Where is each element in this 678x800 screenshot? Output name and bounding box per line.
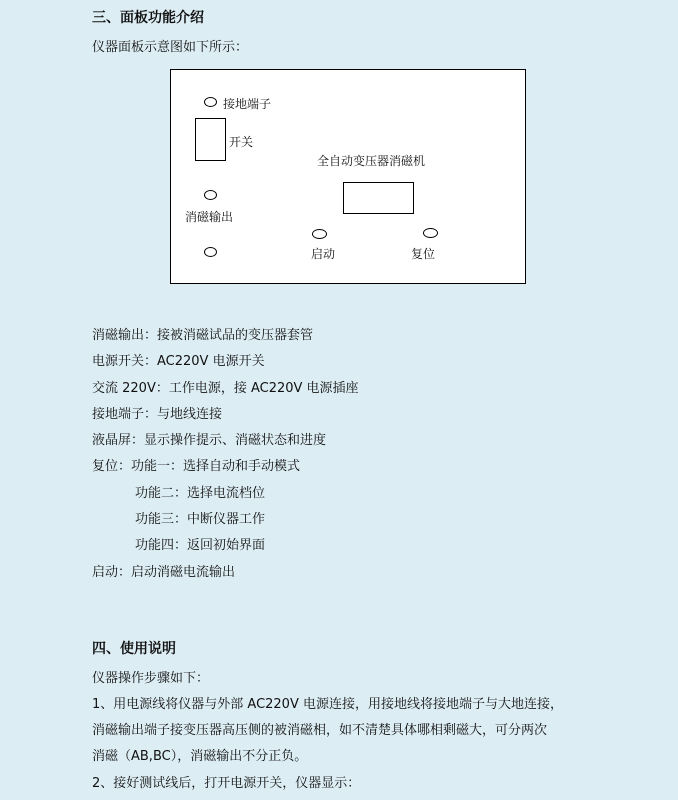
- ground-terminal-label: 接地端子: [223, 97, 272, 111]
- lcd-screen-rect: [343, 182, 414, 214]
- desc-reset-f3: 功能三：中断仪器工作: [135, 512, 266, 527]
- start-button-circle: [312, 229, 327, 239]
- section-3-title: 三、面板功能介绍: [92, 10, 204, 26]
- desc-reset-f1: 复位：功能一：选择自动和手动模式: [92, 459, 301, 474]
- ac-input-circle: [204, 247, 217, 257]
- ground-terminal-circle: [204, 97, 217, 107]
- power-switch-label: 开关: [229, 135, 254, 149]
- section-4-title: 四、使用说明: [92, 641, 176, 657]
- section-3-intro: 仪器面板示意图如下所示：: [92, 40, 249, 55]
- step-1-line-2: 消磁输出端子接变压器高压侧的被消磁相，如不清楚具体哪相剩磁大，可分两次: [92, 723, 548, 738]
- reset-label: 复位: [411, 247, 436, 261]
- desc-demag-output: 消磁输出：接被消磁试品的变压器套管: [92, 328, 314, 343]
- step-1-line-3: 消磁（AB,BC），消磁输出不分正负。: [92, 749, 308, 764]
- desc-reset-f2: 功能二：选择电流档位: [135, 486, 266, 501]
- reset-button-circle: [423, 228, 438, 238]
- start-label: 启动: [311, 247, 336, 261]
- demag-output-label: 消磁输出: [185, 210, 234, 224]
- step-2: 2、接好测试线后，打开电源开关，仪器显示：: [92, 776, 361, 791]
- demag-output-circle: [204, 190, 217, 200]
- desc-lcd: 液晶屏：显示操作提示、消磁状态和进度: [92, 433, 327, 448]
- device-name-label: 全自动变压器消磁机: [317, 154, 426, 168]
- desc-power-switch: 电源开关：AC220V 电源开关: [92, 354, 265, 369]
- desc-reset-f4: 功能四：返回初始界面: [135, 538, 266, 553]
- panel-diagram: [170, 69, 526, 284]
- section-4-intro: 仪器操作步骤如下：: [92, 671, 210, 686]
- step-1-line-1: 1、用电源线将仪器与外部 AC220V 电源连接，用接地线将接地端子与大地连接，: [92, 697, 563, 712]
- desc-ac-220v: 交流 220V：工作电源，接 AC220V 电源插座: [92, 381, 359, 396]
- desc-start: 启动：启动消磁电流输出: [92, 565, 236, 580]
- desc-ground-terminal: 接地端子：与地线连接: [92, 407, 223, 422]
- power-switch-rect: [195, 118, 226, 161]
